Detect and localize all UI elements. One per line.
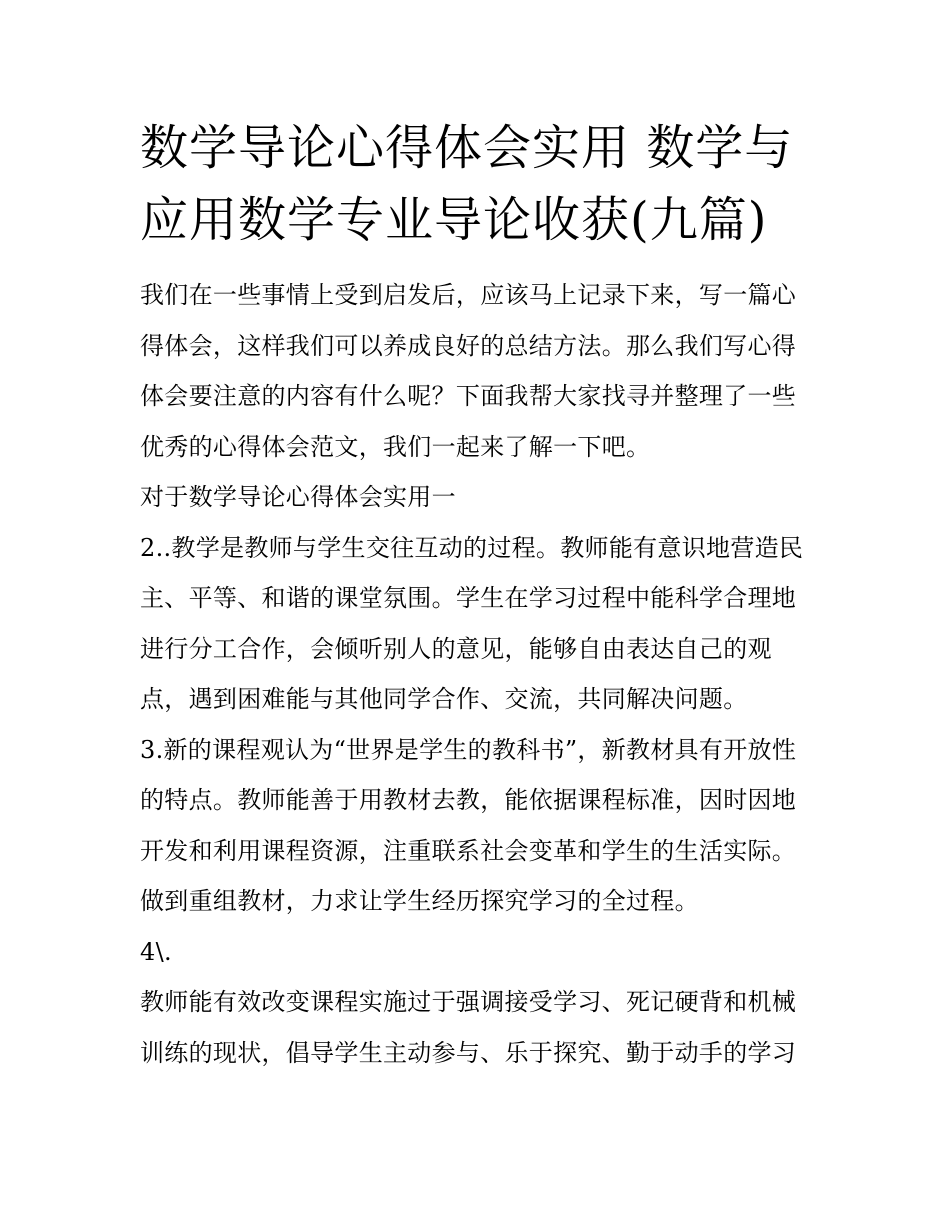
paragraph-section-heading: 对于数学导论心得体会实用一	[140, 483, 456, 511]
paragraph-item-2: 2..教学是教师与学生交往互动的过程。教师能有意识地营造民主、平等、和谐的课堂氛围。学生在学习过程中能科学合理地进行分工合作，会倾听别人的意见，能够自由表达自己的观点，遇到困难能与其他同学合作、交流，共同解决问题。	[140, 533, 804, 713]
document-title: 数学导论心得体会实用 数学与应用数学专业导论收获(九篇)	[140, 120, 794, 248]
paragraph-item-4-text: 教师能有效改变课程实施过于强调接受学习、死记硬背和机械训练的现状，倡导学生主动参与、乐于探究、勤于动手的学习	[140, 988, 797, 1067]
paragraph-intro: 我们在一些事情上受到启发后，应该马上记录下来，写一篇心得体会，这样我们可以养成良好的总结方法。那么我们写心得体会要注意的内容有什么呢？下面我帮大家找寻并整理了一些优秀的心得体会范文，我们一起来了解一下吧。	[140, 281, 797, 461]
document-body	[140, 112, 816, 1078]
paragraph-item-3: 3.新的课程观认为“世界是学生的教科书”，新教材具有开放性的特点。教师能善于用教材去教，能依据课程标准，因时因地开发和利用课程资源，注重联系社会变革和学生的生活实际。做到重组教材，力求让学生经历探究学习的全过程。	[140, 735, 797, 915]
paragraph-item-4-label: 4\.	[140, 937, 172, 966]
